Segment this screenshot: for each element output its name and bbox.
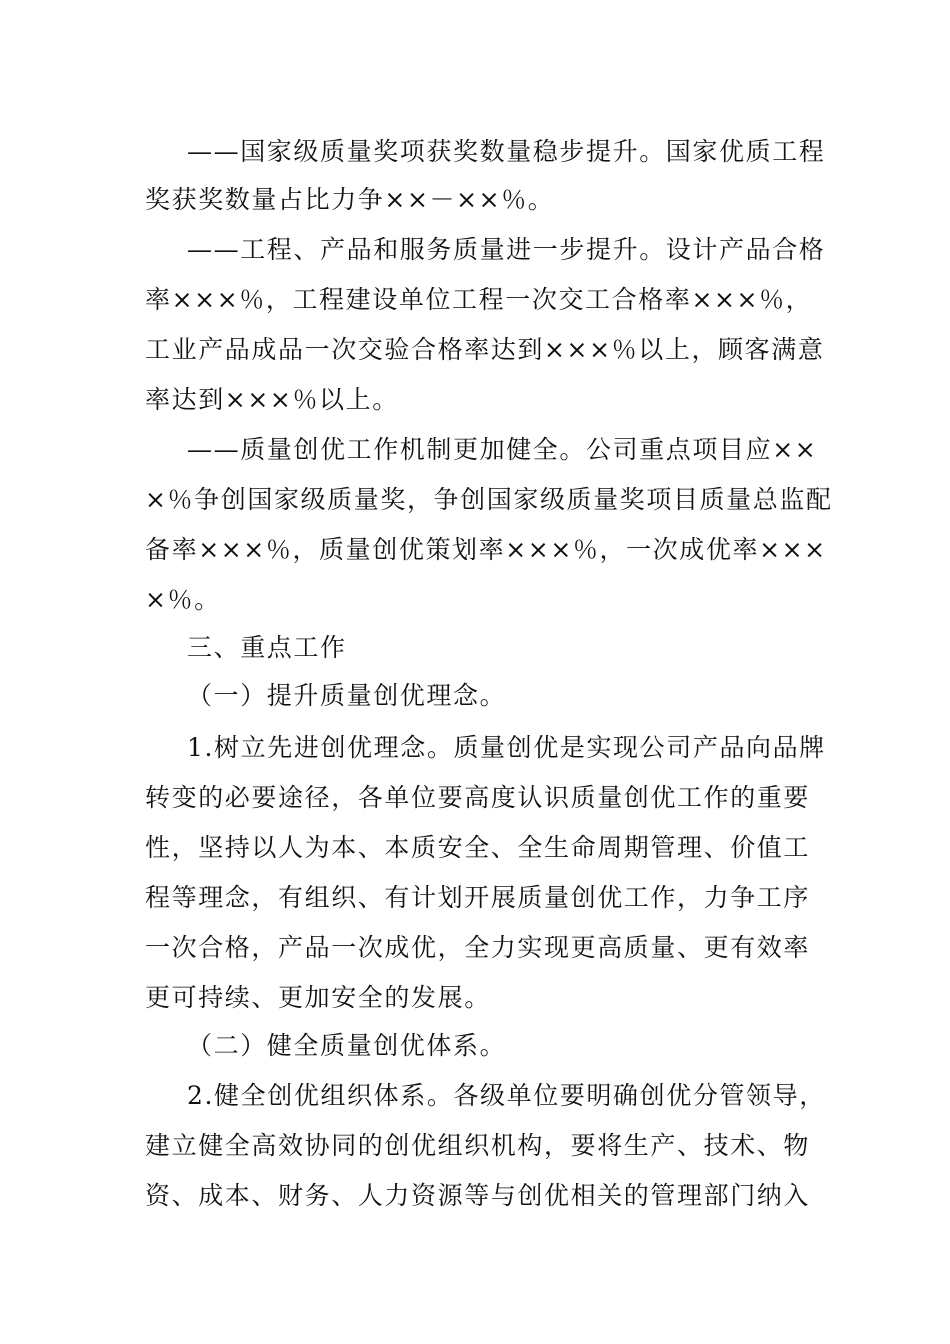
- item-1-line-1: 1.树立先进创优理念。质量创优是实现公司产品向品牌: [187, 733, 826, 762]
- item-1-line-3: 性，坚持以人为本、本质安全、全生命周期管理、价值工: [145, 833, 811, 862]
- item-1-line-6: 更可持续、更加安全的发展。: [145, 983, 491, 1012]
- item-2-line-2: 建立健全高效协同的创优组织机构，要将生产、技术、物: [145, 1131, 811, 1160]
- goal-awards-line-2: 奖获奖数量占比力争××－××％。: [145, 185, 555, 214]
- goal-quality-line-4: 率达到×××％以上。: [145, 385, 399, 414]
- goal-quality-line-1: ——工程、产品和服务质量进一步提升。设计产品合格: [187, 235, 826, 264]
- item-1-line-5: 一次合格，产品一次成优，全力实现更高质量、更有效率: [145, 933, 811, 962]
- goal-awards-line-1: ——国家级质量奖项获奖数量稳步提升。国家优质工程: [187, 137, 826, 166]
- goal-mechanism-line-4: ×％。: [145, 585, 221, 614]
- item-2-line-1: 2.健全创优组织体系。各级单位要明确创优分管领导，: [187, 1081, 826, 1110]
- goal-mechanism-line-2: ×％争创国家级质量奖，争创国家级质量奖项目质量总监配: [145, 485, 833, 514]
- subsection-heading-2: （二）健全质量创优体系。: [187, 1031, 507, 1060]
- goal-mechanism-line-1: ——质量创优工作机制更加健全。公司重点项目应××: [187, 435, 818, 464]
- goal-mechanism-line-3: 备率×××％，质量创优策划率×××％，一次成优率×××: [145, 535, 827, 564]
- section-heading-key-work: 三、重点工作: [187, 633, 347, 662]
- item-2-line-3: 资、成本、财务、人力资源等与创优相关的管理部门纳入: [145, 1181, 811, 1210]
- goal-quality-line-3: 工业产品成品一次交验合格率达到×××％以上，顾客满意: [145, 335, 825, 364]
- item-1-line-2: 转变的必要途径，各单位要高度认识质量创优工作的重要: [145, 783, 811, 812]
- item-1-line-4: 程等理念，有组织、有计划开展质量创优工作，力争工序: [145, 883, 811, 912]
- subsection-heading-1: （一）提升质量创优理念。: [187, 681, 507, 710]
- goal-quality-line-2: 率×××％，工程建设单位工程一次交工合格率×××％，: [145, 285, 813, 314]
